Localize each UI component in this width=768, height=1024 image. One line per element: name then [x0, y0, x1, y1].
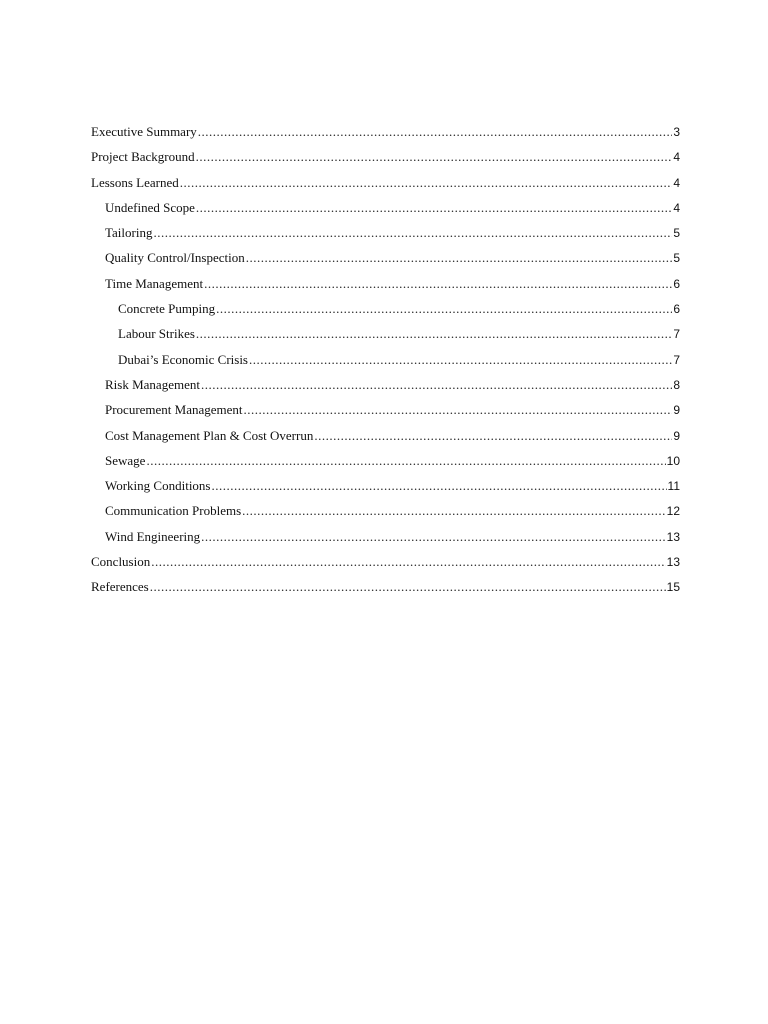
toc-entry-page: 15	[666, 580, 680, 595]
toc-entry-page: 3	[673, 125, 680, 139]
toc-dot-leader	[201, 526, 665, 548]
toc-entry[interactable]	[91, 323, 680, 348]
toc-entry[interactable]	[91, 222, 680, 247]
toc-entry[interactable]	[91, 146, 680, 171]
toc-entry-page: 13	[666, 555, 680, 570]
toc-entry-title: Lessons Learned	[91, 174, 179, 190]
toc-entry-title: Risk Management	[105, 376, 200, 392]
toc-entry[interactable]	[91, 450, 680, 475]
toc-entry[interactable]	[91, 247, 680, 272]
toc-dot-leader	[146, 450, 665, 472]
toc-entry[interactable]	[91, 425, 680, 450]
toc-dot-leader	[151, 551, 665, 573]
toc-entry[interactable]	[91, 273, 680, 298]
toc-entry[interactable]	[91, 298, 680, 323]
toc-entry[interactable]	[91, 197, 680, 222]
toc-dot-leader	[314, 425, 672, 447]
toc-dot-leader	[196, 146, 673, 168]
toc-entry-page: 4	[673, 175, 680, 190]
toc-entry-title: Concrete Pumping	[118, 301, 216, 317]
toc-entry-title: Procurement Management	[105, 402, 243, 418]
toc-entry-page: 5	[673, 226, 680, 241]
toc-entry-title: Tailoring	[105, 225, 153, 241]
toc-entry-page: 9	[673, 428, 680, 443]
toc-entry-title: Project Background	[91, 149, 195, 165]
toc-dot-leader	[244, 399, 673, 421]
toc-entry-title: Undefined Scope	[105, 199, 195, 215]
toc-entry-title: References	[91, 579, 149, 595]
toc-entry[interactable]	[91, 121, 680, 146]
toc-entry[interactable]	[91, 526, 680, 551]
toc-entry-title: Sewage	[105, 452, 146, 468]
toc-entry[interactable]	[91, 399, 680, 424]
toc-entry-page: 8	[673, 377, 680, 392]
toc-entry-page: 4	[673, 150, 680, 165]
toc-entry-title: Labour Strikes	[118, 326, 195, 342]
toc-dot-leader	[242, 500, 666, 522]
toc-entry-title: Conclusion	[91, 554, 151, 570]
toc-dot-leader	[249, 349, 672, 371]
toc-dot-leader	[196, 197, 672, 219]
table-of-contents	[91, 121, 680, 602]
toc-entry-title: Working Conditions	[105, 478, 211, 494]
toc-entry[interactable]	[91, 576, 680, 601]
toc-dot-leader	[198, 121, 673, 143]
toc-entry[interactable]	[91, 500, 680, 525]
toc-entry-page: 6	[673, 276, 680, 291]
toc-entry-title: Time Management	[105, 275, 204, 291]
toc-entry-page: 12	[666, 504, 680, 519]
toc-entry-page: 9	[673, 403, 680, 418]
toc-dot-leader	[196, 323, 672, 345]
toc-entry-page: 10	[666, 453, 680, 468]
toc-dot-leader	[204, 273, 672, 295]
toc-entry[interactable]	[91, 172, 680, 197]
toc-entry-title: Executive Summary	[91, 124, 197, 139]
toc-dot-leader	[216, 298, 672, 320]
toc-entry-title: Wind Engineering	[105, 528, 201, 544]
toc-entry-title: Cost Management Plan & Cost Overrun	[105, 427, 314, 443]
toc-dot-leader	[153, 222, 672, 244]
toc-dot-leader	[150, 576, 666, 598]
toc-entry-title: Dubai’s Economic Crisis	[118, 351, 248, 367]
toc-dot-leader	[212, 475, 667, 497]
toc-entry[interactable]	[91, 349, 680, 374]
toc-entry[interactable]	[91, 475, 680, 500]
toc-entry[interactable]	[91, 374, 680, 399]
toc-entry-page: 4	[673, 200, 680, 215]
toc-entry-title: Quality Control/Inspection	[105, 250, 245, 266]
toc-entry-title: Communication Problems	[105, 503, 242, 519]
toc-dot-leader	[201, 374, 672, 396]
toc-entry-page: 7	[673, 352, 680, 367]
toc-dot-leader	[180, 172, 673, 194]
toc-dot-leader	[246, 247, 673, 269]
toc-entry-page: 11	[667, 479, 680, 494]
toc-entry-page: 6	[673, 302, 680, 317]
toc-entry-page: 13	[666, 529, 680, 544]
toc-entry-page: 7	[673, 327, 680, 342]
toc-entry-page: 5	[673, 251, 680, 266]
toc-entry[interactable]	[91, 551, 680, 576]
